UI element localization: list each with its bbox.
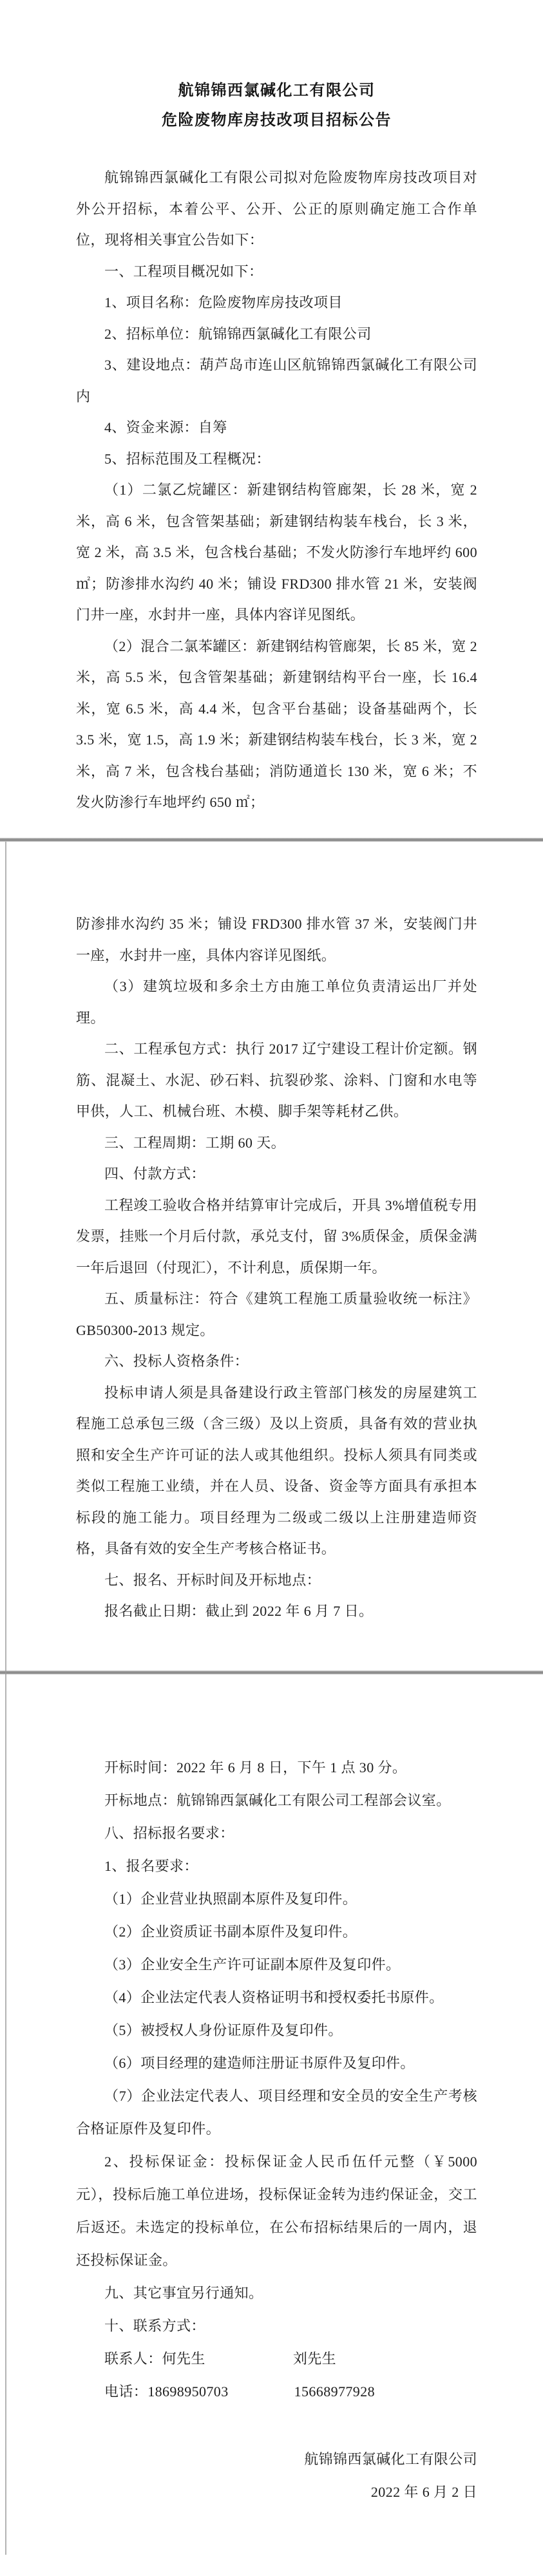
item-tender-unit: 2、招标单位：航锦锦西氯碱化工有限公司 xyxy=(104,325,372,342)
registration-req-heading: 1、报名要求： xyxy=(104,1858,198,1874)
scope-item-2-continued: 防渗排水沟约 35 米；铺设 FRD300 排水管 37 米，安装阀门井一座，水封井一座，具体内容详见图纸。 xyxy=(76,916,477,963)
page-2 xyxy=(0,842,543,1671)
signature-block xyxy=(76,2443,477,2508)
scope-item-2: （2）混合二氯苯罐区：新建钢结构管廊架，长 85 米，宽 2 米，高 5.5 米，包含管架基础；新建钢结构平台一座，长 16.4 米，宽 6.5 米，高 4.4 米，包含平台基础；设备基础两个，长 3.5 米，宽 1.5，高 1.9 米；新建钢结构装车栈台，长 3 米，宽 2 米，高 7 米，包含栈台基础；消防通道长 130 米，宽 6 米；不发火防渗行车地坪约 650 ㎡； xyxy=(76,638,477,810)
scope-item-3: （3）建筑垃圾和多余土方由施工单位负责清运出厂并处理。 xyxy=(76,978,477,1026)
req-item-1: （1）企业营业执照副本原件及复印件。 xyxy=(104,1891,357,1907)
title-line-1: 航锦锦西氯碱化工有限公司 xyxy=(178,82,376,99)
section-10-contact: 十、联系方式： xyxy=(104,2318,205,2334)
req-item-7: （7）企业法定代表人、项目经理和安全员的安全生产考核合格证原件及复印件。 xyxy=(76,2088,477,2137)
section-1-heading: 一、工程项目概况如下： xyxy=(104,263,263,279)
item-scope-heading: 5、招标范围及工程概况： xyxy=(104,450,271,467)
contact-phone-1: 18698950703 xyxy=(148,2383,229,2400)
bid-opening-time: 开标时间：2022 年 6 月 8 日，下午 1 点 30 分。 xyxy=(104,1759,407,1776)
page-1 xyxy=(0,0,543,838)
bid-deposit: 2、投标保证金：投标保证金人民币伍仟元整（￥5000 元），投标后施工单位进场，投标保证金转为违约保证金，交工后返还。未选定的投标单位，在公布招标结果后的一周内，退还投标保证金。 xyxy=(76,2154,477,2268)
page-left-edge-line xyxy=(5,842,6,2555)
req-item-4: （4）企业法定代表人资格证明书和授权委托书原件。 xyxy=(104,1989,444,2005)
contact-persons-line xyxy=(76,2342,477,2375)
req-item-6: （6）项目经理的建造师注册证书原件及复印件。 xyxy=(104,2055,415,2071)
contact-phone-label: 电话： xyxy=(104,2383,148,2400)
section-4-payment: 四、付款方式： xyxy=(104,1166,205,1182)
document-title xyxy=(76,76,477,135)
req-item-2: （2）企业资质证书副本原件及复印件。 xyxy=(104,1924,357,1940)
signature-company: 航锦锦西氯碱化工有限公司 xyxy=(304,2451,477,2467)
req-item-3: （3）企业安全生产许可证副本原件及复印件。 xyxy=(104,1956,401,1973)
scope-item-1: （1）二氯乙烷罐区：新建钢结构管廊架，长 28 米，宽 2 米，高 6 米，包含管架基础；新建钢结构装车栈台，长 3 米，宽 2 米，高 3.5 米，包含栈台基础；不发火防渗行车地坪约 600 ㎡；防渗排水沟约 40 米；铺设 FRD300 排水管 21 米，安装阀门井一座，水封井一座，具体内容详见图纸。 xyxy=(76,482,477,623)
section-7-schedule: 七、报名、开标时间及开标地点： xyxy=(104,1571,321,1588)
intro-paragraph: 航锦锦西氯碱化工有限公司拟对危险废物库房技改项目对外公开招标，本着公平、公开、公正的原则确定施工合作单位，现将相关事宜公告如下： xyxy=(76,169,477,248)
section-2-contracting: 二、工程承包方式：执行 2017 辽宁建设工程计价定额。钢筋、混凝土、水泥、砂石料、抗裂砂浆、涂料、门窗和水电等甲供，人工、机械台班、木模、脚手架等耗材乙供。 xyxy=(76,1041,477,1119)
contact-persons-label: 联系人： xyxy=(104,2351,162,2367)
section-8-requirements: 八、招标报名要求： xyxy=(104,1825,234,1841)
contact-person-1: 何先生 xyxy=(162,2351,205,2367)
section-3-duration: 三、工程周期：工期 60 天。 xyxy=(104,1134,286,1151)
req-item-5: （5）被授权人身份证原件及复印件。 xyxy=(104,2022,343,2038)
page-3 xyxy=(0,1674,543,2576)
item-project-name: 1、项目名称：危险废物库房技改项目 xyxy=(104,294,343,310)
qualification-details: 投标申请人须是具备建设行政主管部门核发的房屋建筑工程施工总承包三级（含三级）及以上资质，具备有效的营业执照和安全生产许可证的法人或其他组织。投标人须具有同类或类似工程施工业绩，并在人员、设备、资金等方面具有承担本标段的施工能力。项目经理为二级或二级以上注册建造师资格，具备有效的安全生产考核合格证书。 xyxy=(76,1384,477,1557)
section-9-other: 九、其它事宜另行通知。 xyxy=(104,2285,263,2301)
section-6-qualification: 六、投标人资格条件： xyxy=(104,1353,249,1369)
section-5-quality: 五、质量标注：符合《建筑工程施工质量验收统一标注》GB50300-2013 规定。 xyxy=(76,1291,477,1338)
item-funding: 4、资金来源：自筹 xyxy=(104,419,227,435)
registration-deadline: 报名截止日期：截止到 2022 年 6 月 7 日。 xyxy=(104,1603,374,1619)
payment-terms: 工程竣工验收合格并结算审计完成后，开具 3%增值税专用发票，挂账一个月后付款，承兑支付，留 3%质保金，质保金满一年后退回（付现汇），不计利息，质保期一年。 xyxy=(76,1197,477,1276)
item-location: 3、建设地点：葫芦岛市连山区航锦锦西氯碱化工有限公司内 xyxy=(76,357,477,404)
bid-opening-place: 开标地点：航锦锦西氯碱化工有限公司工程部会议室。 xyxy=(104,1792,451,1808)
contact-phones-line xyxy=(76,2375,477,2408)
contact-person-2: 刘先生 xyxy=(292,2351,337,2367)
title-line-2: 危险废物库房技改项目招标公告 xyxy=(162,112,392,129)
contact-phone-2: 15668977928 xyxy=(294,2383,376,2400)
signature-date: 2022 年 6 月 2 日 xyxy=(370,2484,477,2500)
